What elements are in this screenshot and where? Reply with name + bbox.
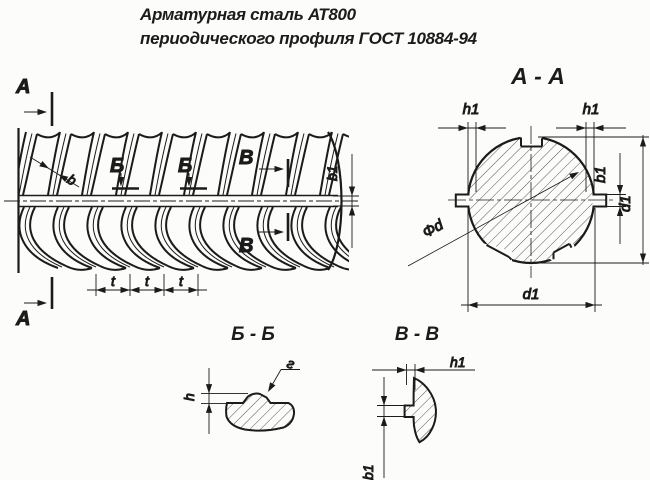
section-marker-a-bottom — [15, 277, 52, 330]
dim-b1-end-label: b1 — [324, 165, 340, 181]
rib-cross-section-vv — [405, 378, 436, 442]
marker-a-bottom-label: А — [16, 308, 31, 330]
rib-curve — [173, 133, 196, 138]
rib-curve — [338, 266, 364, 270]
dim-t2-label: t — [145, 273, 149, 289]
section-marker-b-right — [178, 155, 207, 189]
rib-cross-section-bb — [226, 393, 294, 430]
section-bb — [181, 324, 300, 434]
dim-b1-vv — [360, 377, 407, 480]
dim-b-label: b — [64, 170, 80, 189]
dim-h-label: h — [181, 393, 197, 401]
dim-h1-vv-label: h1 — [450, 354, 466, 370]
marker-v-top-label: В — [239, 147, 254, 169]
rib-curve — [71, 133, 94, 138]
section-aa-title: А - А — [511, 63, 565, 89]
rib-curve — [105, 133, 128, 138]
dim-t3-label: t — [179, 273, 183, 289]
title-line-1: Арматурная сталь АТ800 — [140, 5, 356, 24]
section-marker-b-left — [110, 155, 139, 189]
marker-v-bottom-label: В — [239, 235, 254, 257]
rib-curve — [139, 133, 162, 138]
leader-radius — [265, 355, 300, 394]
longitudinal-rib-left — [455, 194, 470, 207]
rib-curve — [275, 133, 298, 138]
title-line-2: периодического профиля ГОСТ 10884-94 — [140, 29, 477, 48]
rib-curve — [372, 266, 398, 270]
rib-curve — [241, 133, 264, 138]
dim-b1-vv-label: b1 — [360, 464, 376, 480]
rib-curve — [37, 133, 60, 138]
rib-curve — [207, 133, 230, 138]
dim-fd-label: Φd — [419, 216, 447, 242]
section-vv-title: В - В — [394, 324, 440, 345]
marker-a-top-label: А — [16, 76, 31, 98]
dim-pitch-t — [87, 273, 207, 296]
dim-t1-label: t — [111, 273, 115, 289]
dim-b1-section-label: b1 — [592, 166, 609, 183]
longitudinal-rib-right — [593, 194, 608, 207]
dim-d1-vert-label: d1 — [617, 195, 634, 212]
drawing-title — [139, 5, 478, 48]
dim-r-label: г — [285, 354, 297, 372]
rib-curve — [325, 207, 364, 268]
section-vv — [360, 324, 475, 480]
marker-b-right-label: Б — [178, 155, 193, 177]
section-aa — [408, 63, 649, 312]
marker-b-left-label: Б — [110, 155, 125, 177]
section-bb-title: Б - Б — [231, 324, 275, 345]
dim-d1-horiz-label: d1 — [522, 286, 540, 303]
dim-h1-right-label: h1 — [582, 101, 600, 118]
section-marker-a-top — [15, 76, 52, 126]
rib-curve — [343, 133, 366, 138]
dim-h1-left-label: h1 — [462, 101, 480, 118]
rebar-main-view — [4, 76, 398, 330]
